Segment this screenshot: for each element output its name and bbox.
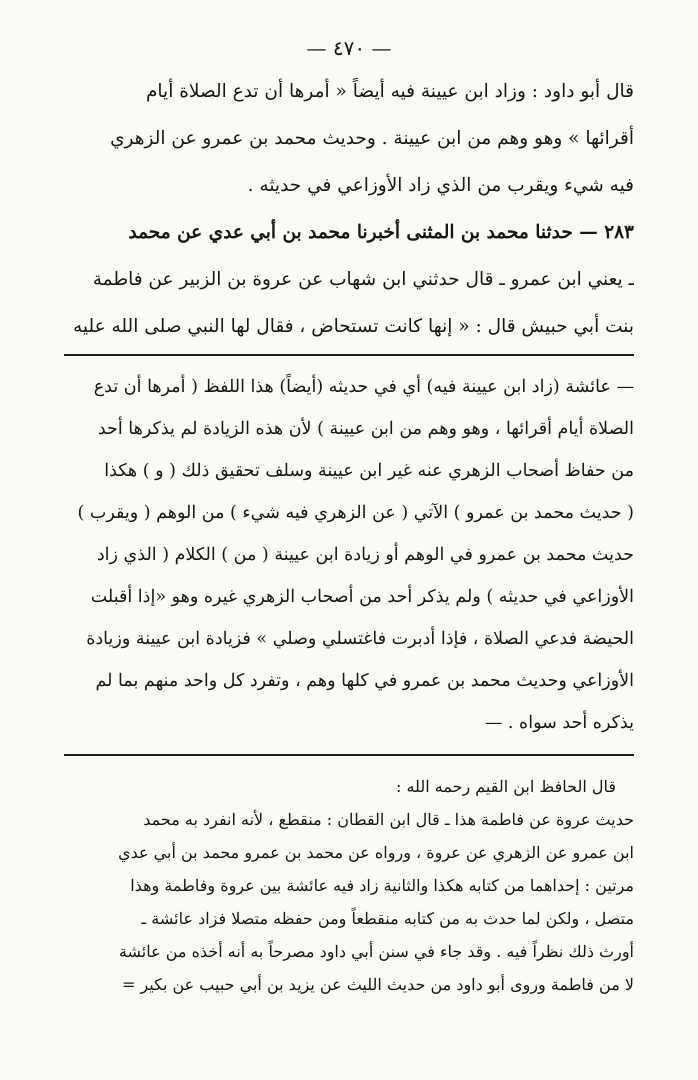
commentary-line: من حفاظ أصحاب الزهري عنه غير ابن عيينة وسلف تحقيق ذلك ( و ) هكذا <box>104 461 634 481</box>
hadith-line: ـ يعني ابن عمرو ـ قال حدثني ابن شهاب عن عروة بن الزبير عن فاطمة <box>92 269 634 290</box>
footnote-block <box>64 770 634 1001</box>
footnote-divider <box>64 754 634 756</box>
footnote-line: متصل ، ولكن لما حدث به من كتابه منقطعاً ومن حفظه متصلا فزاد عائشة ـ <box>141 909 634 928</box>
commentary-line: ( حديث محمد بن عمرو ) الآتي ( عن الزهري فيه شيء ) من الوهم ( ويقرب ) <box>77 503 634 523</box>
footnote-line: لا من فاطمة وروى أبو داود من حديث الليث عن يزيد بن أبي حبيب عن بكير = <box>121 975 634 994</box>
footnote-line: مرتين : إحداهما من كتابه هكذا والثانية زاد فيه عائشة بين عروة وفاطمة وهذا <box>130 876 634 895</box>
hadith-number-line: ٢٨٣ — حدثنا محمد بن المثنى أخبرنا محمد بن أبي عدي عن محمد <box>128 222 634 243</box>
commentary-line: — عائشة (زاد ابن عيينة فيه) أي في حديثه (أيضاً) هذا اللفظ ( أمرها أن تدع <box>93 377 634 397</box>
commentary-line: يذكره أحد سواه . — <box>484 713 634 733</box>
commentary-line: الأوزاعي في حديثه ) ولم يذكر أحد من أصحاب الزهري غيره وهو «إذا أقبلت <box>90 587 634 607</box>
commentary-line: حديث محمد بن عمرو في الوهم أو زيادة ابن عيينة ( من ) الكلام ( الذي زاد <box>96 545 634 565</box>
hadith-line: فيه شيء ويقرب من الذي زاد الأوزاعي في حديثه . <box>247 175 634 196</box>
page-number: — ٤٧٠ — <box>306 36 392 60</box>
hadith-text-block <box>64 68 634 350</box>
hadith-line: قال أبو داود : وزاد ابن عيينة فيه أيضاً « أمرها أن تدع الصلاة أيام <box>145 81 634 102</box>
commentary-line: الأوزاعي وحديث محمد بن عمرو في كلها وهم ، وتفرد كل واحد منهم بما لم <box>95 671 634 691</box>
commentary-line: الحيضة فدعي الصلاة ، فإذا أدبرت فاغتسلي وصلي » فزيادة ابن عيينة وزيادة <box>86 629 634 649</box>
commentary-line: الصلاة أيام أقرائها ، وهو وهم من ابن عيينة ) لأن هذه الزيادة لم يذكرها أحد <box>97 419 634 439</box>
footnote-line: ابن عمرو عن الزهري عن عروة ، ورواه عن محمد بن عمرو محمد بن أبي عدي <box>118 843 634 862</box>
footnote-line: حديث عروة عن فاطمة هذا ـ قال ابن القطان : منقطع ، لأنه انفرد به محمد <box>143 810 634 829</box>
footnote-heading: قال الحافظ ابن القيم رحمه الله : <box>395 777 616 796</box>
footnote-line: أورث ذلك نظراً فيه . وقد جاء في سنن أبي داود مصرحاً به أنه أخذه من عائشة <box>118 942 634 961</box>
section-divider <box>64 354 634 356</box>
hadith-line: أقرائها » وهو وهم من ابن عيينة . وحديث محمد بن عمرو عن الزهري <box>110 128 634 149</box>
hadith-line: بنت أبي حبيش قال : « إنها كانت تستحاض ، فقال لها النبي صلى الله عليه <box>72 316 634 337</box>
commentary-block <box>64 366 634 744</box>
